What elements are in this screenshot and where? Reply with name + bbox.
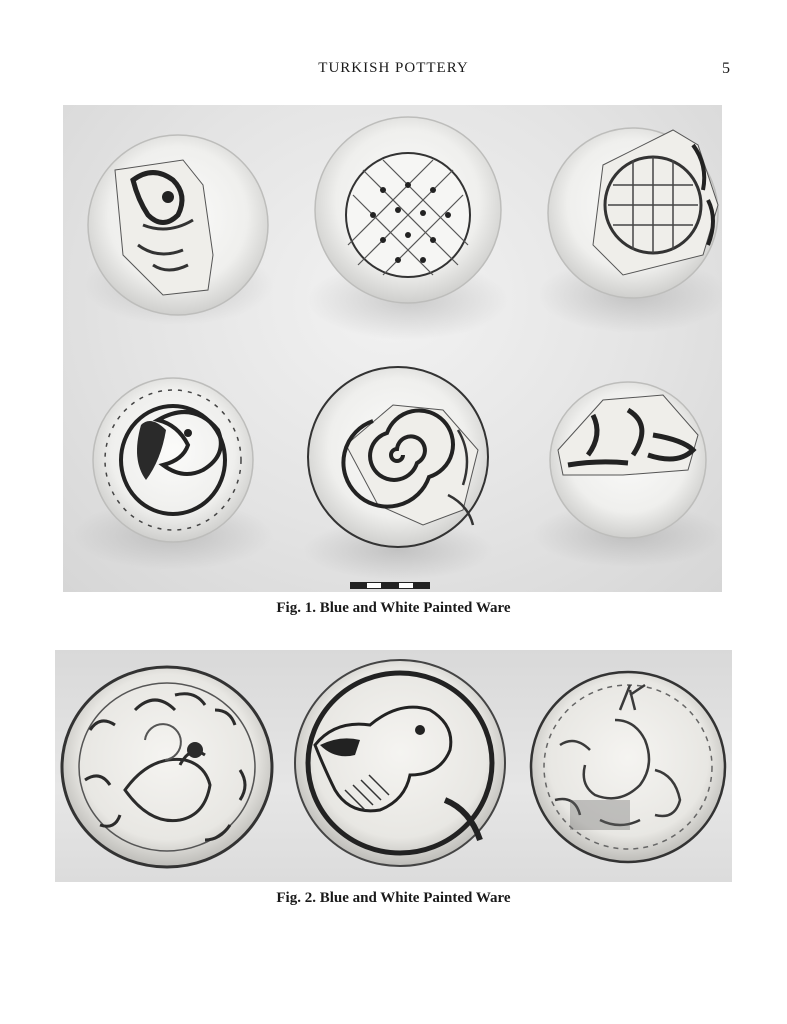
bowl-animal-scrolls [62,667,272,867]
figure-1-photograph [63,105,722,592]
bowl-fragment-leaves [533,382,722,567]
running-head: TURKISH POTTERY [318,60,469,76]
bowl-fragment-floral [83,135,273,325]
scale-bar [350,582,430,592]
bowl-bird-roundel [73,378,273,570]
page-number: 5 [722,60,730,77]
bowl-bird-hatched [295,660,505,866]
bowl-lattice-dots [308,117,508,340]
bowl-fragment-lattice [538,128,722,333]
figure-1-caption: Fig. 1. Blue and White Painted Ware [276,600,511,616]
bowl-stag-foliage [531,672,725,862]
figure-2-caption: Fig. 2. Blue and White Painted Ware [276,890,511,906]
figure-2-photograph [55,650,732,882]
bowl-spiral [303,367,493,580]
